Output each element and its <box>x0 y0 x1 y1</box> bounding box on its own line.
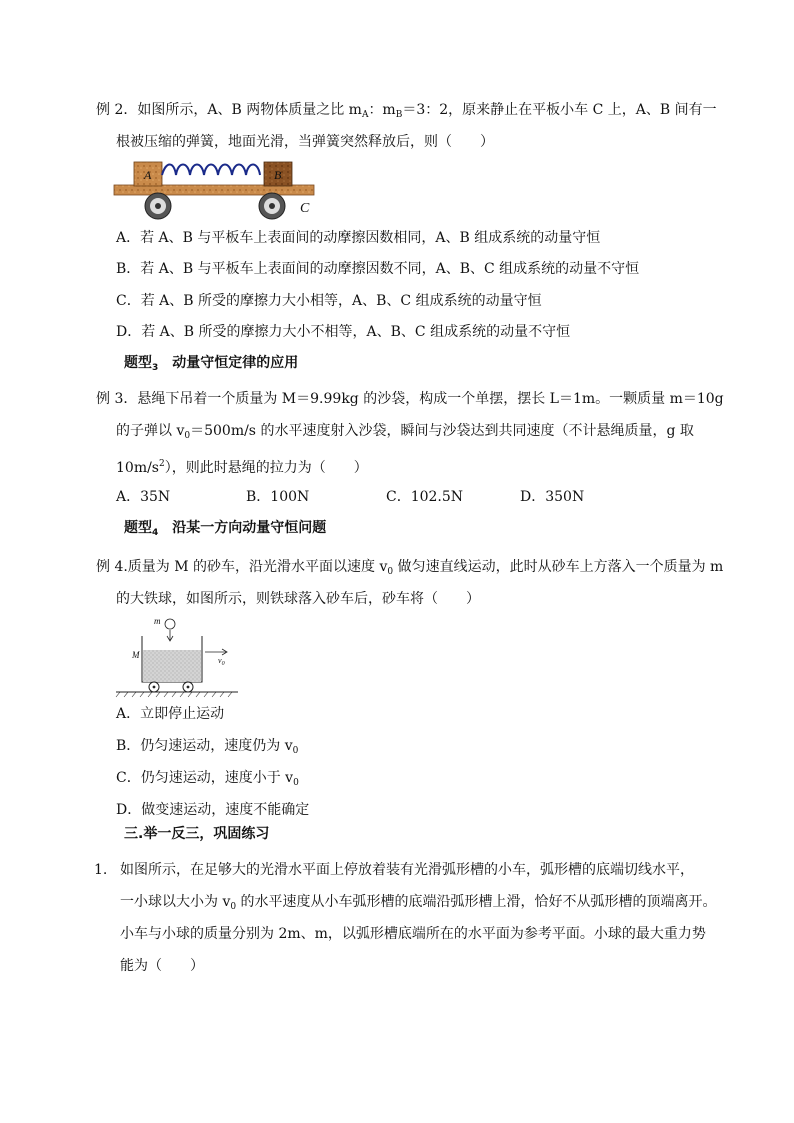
q1-number: 1. <box>94 862 108 878</box>
ex4-option-a: A．立即停止运动 <box>116 706 225 722</box>
ex2-option-c: C．若 A、B 所受的摩擦力大小相等，A、B、C 组成系统的动量守恒 <box>116 293 542 309</box>
ex3-line2: 的子弹以 $v_0=500m/s$ 的水平速度射入沙袋，瞬间与沙袋达到共同速度（不计悬绳质量，g 取 <box>116 423 694 441</box>
ex2-line2: 根被压缩的弹簧，地面光滑，当弹簧突然释放后，则（ ） <box>116 134 494 150</box>
fig-label-M: M <box>132 650 140 660</box>
q1-line2: 一小球以大小为 $v_0$ 的水平速度从小车弧形槽的底端沿弧形槽上滑，恰好不从弧形槽的顶端离开。 <box>120 894 717 912</box>
ex4-option-d: D．做变速运动，速度不能确定 <box>116 802 310 818</box>
ex2-line1: 例 2．如图所示，A、B 两物体质量之比 $m_A$：$m_B=3$：2，原来静止在平板小车 C 上，A、B 间有一 <box>96 102 717 120</box>
ex3-line3: $10m/s^2$），则此时悬绳的拉力为（ ） <box>116 459 368 476</box>
ex4-sandcart-figure <box>112 614 242 698</box>
ex3-option-a: A．35N <box>116 489 171 505</box>
sand <box>143 650 201 682</box>
ex4-option-b: B．仍匀速运动，速度仍为 $v_0$ <box>116 738 299 756</box>
ex4-line2: 的大铁球，如图所示，则铁球落入砂车后，砂车将（ ） <box>116 591 480 607</box>
fig-label-c: C <box>300 201 310 216</box>
section3-heading: 三.举一反三，巩固练习 <box>124 826 270 842</box>
ex4-option-c: C．仍匀速运动，速度小于 $v_0$ <box>116 770 299 788</box>
ex2-option-a: A．若 A、B 与平板车上表面间的动摩擦因数相同，A、B 组成系统的动量守恒 <box>116 230 601 246</box>
ex3-option-c: C．102.5N <box>386 489 464 505</box>
q1-line4: 能为（ ） <box>120 958 204 974</box>
ex3-option-d: D．350N <box>520 489 585 505</box>
ex4-line1: 例 4.质量为 M 的砂车，沿光滑水平面以速度 $v_0$ 做匀速直线运动，此时从砂车上方落入一个质量为 m <box>96 559 724 577</box>
fig-label-b: B <box>274 168 282 182</box>
wheel-right <box>259 193 285 219</box>
cart-board <box>114 185 314 195</box>
ground-hatching <box>116 692 232 697</box>
iron-ball <box>165 619 175 629</box>
q1-line1: 如图所示，在足够大的光滑水平面上停放着装有光滑弧形槽的小车，弧形槽的底端切线水平， <box>120 862 694 878</box>
ex2-option-d: D．若 A、B 所受的摩擦力大小不相等，A、B、C 组成系统的动量不守恒 <box>116 324 571 340</box>
spring <box>162 165 260 176</box>
type3-heading: 题型$_3$ 动量守恒定律的应用 <box>124 355 299 373</box>
wheel-left <box>145 193 171 219</box>
ex2-option-b: B．若 A、B 与平板车上表面间的动摩擦因数不同，A、B、C 组成系统的动量不守恒 <box>116 261 640 277</box>
type4-heading: 题型$_4$ 沿某一方向动量守恒问题 <box>124 520 327 538</box>
fig-label-a: A <box>144 168 152 182</box>
fig-label-m: m <box>154 616 161 626</box>
ex3-line1: 例 3．悬绳下吊着一个质量为 M＝9.99kg 的沙袋，构成一个单摆，摆长 L＝1m。一颗质量 m＝10g <box>96 391 724 407</box>
ex3-option-b: B．100N <box>246 489 310 505</box>
q1-line3: 小车与小球的质量分别为 2m、m，以弧形槽底端所在的水平面为参考平面。小球的最大重力势 <box>120 926 706 942</box>
ex2-cart-figure <box>112 158 322 224</box>
fig-label-v0: $v_0$ <box>218 656 225 667</box>
